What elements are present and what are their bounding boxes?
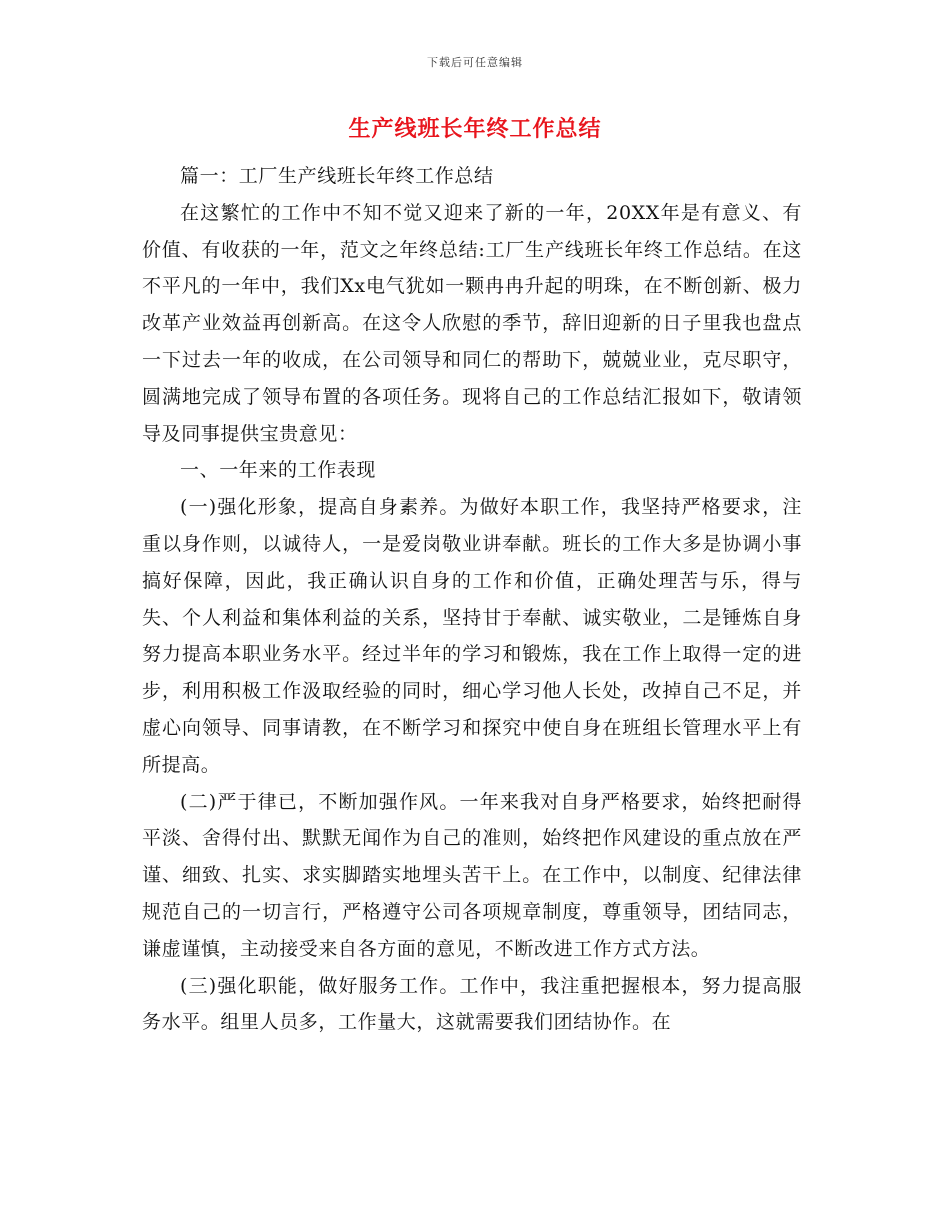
paragraph-item-1: (一)强化形象，提高自身素养。为做好本职工作，我坚持严格要求，注重以身作则，以诚待人，一是爱岗敬业讲奉献。班长的工作大多是协调小事搞好保障，因此，我正确认识自身的工作和价值，正确处理苦与乐，得与失、个人利益和集体利益的关系，坚持甘于奉献、诚实敬业，二是锤炼自身努力提高本职业务水平。经过半年的学习和锻炼，我在工作上取得一定的进步，利用积极工作汲取经验的同时，细心学习他人长处，改掉自己不足，并虚心向领导、同事请教，在不断学习和探究中使自身在班组长管理水平上有所提高。 [142,496,802,776]
document-title: 生产线班长年终工作总结 [348,116,602,142]
paragraph-item-2: (二)严于律已，不断加强作风。一年来我对自身严格要求，始终把耐得平淡、舍得付出、默默无闻作为自己的准则，始终把作风建设的重点放在严谨、细致、扎实、求实脚踏实地埋头苦干上。在工作中，以制度、纪律法律规范自己的一切言行，严格遵守公司各项规章制度，尊重领导，团结同志，谦虚谨慎，主动接受来自各方面的意见，不断改进工作方式方法。 [142,790,802,960]
paragraph-item-3: (三)强化职能，做好服务工作。工作中，我注重把握根本，努力提高服务水平。组里人员多，工作量大，这就需要我们团结协作。在 [142,974,802,1034]
intro-paragraph: 在这繁忙的工作中不知不觉又迎来了新的一年，20XX年是有意义、有价值、有收获的一年，范文之年终总结:工厂生产线班长年终工作总结。在这不平凡的一年中，我们Xx电气犹如一颗冉冉升起的明珠，在不断创新、极力改革产业效益再创新高。在这令人欣慰的季节，辞旧迎新的日子里我也盘点一下过去一年的收成，在公司领导和同仁的帮助下，兢兢业业，克尽职守，圆满地完成了领导布置的各项任务。现将自己的工作总结汇报如下，敬请领导及同事提供宝贵意见： [142,201,802,445]
document-body [142,158,802,1041]
section-heading-part-one: 篇一：工厂生产线班长年终工作总结 [180,165,494,187]
header-note: 下载后可任意编辑 [427,56,523,69]
section-heading-work-performance: 一、一年来的工作表现 [180,459,377,482]
